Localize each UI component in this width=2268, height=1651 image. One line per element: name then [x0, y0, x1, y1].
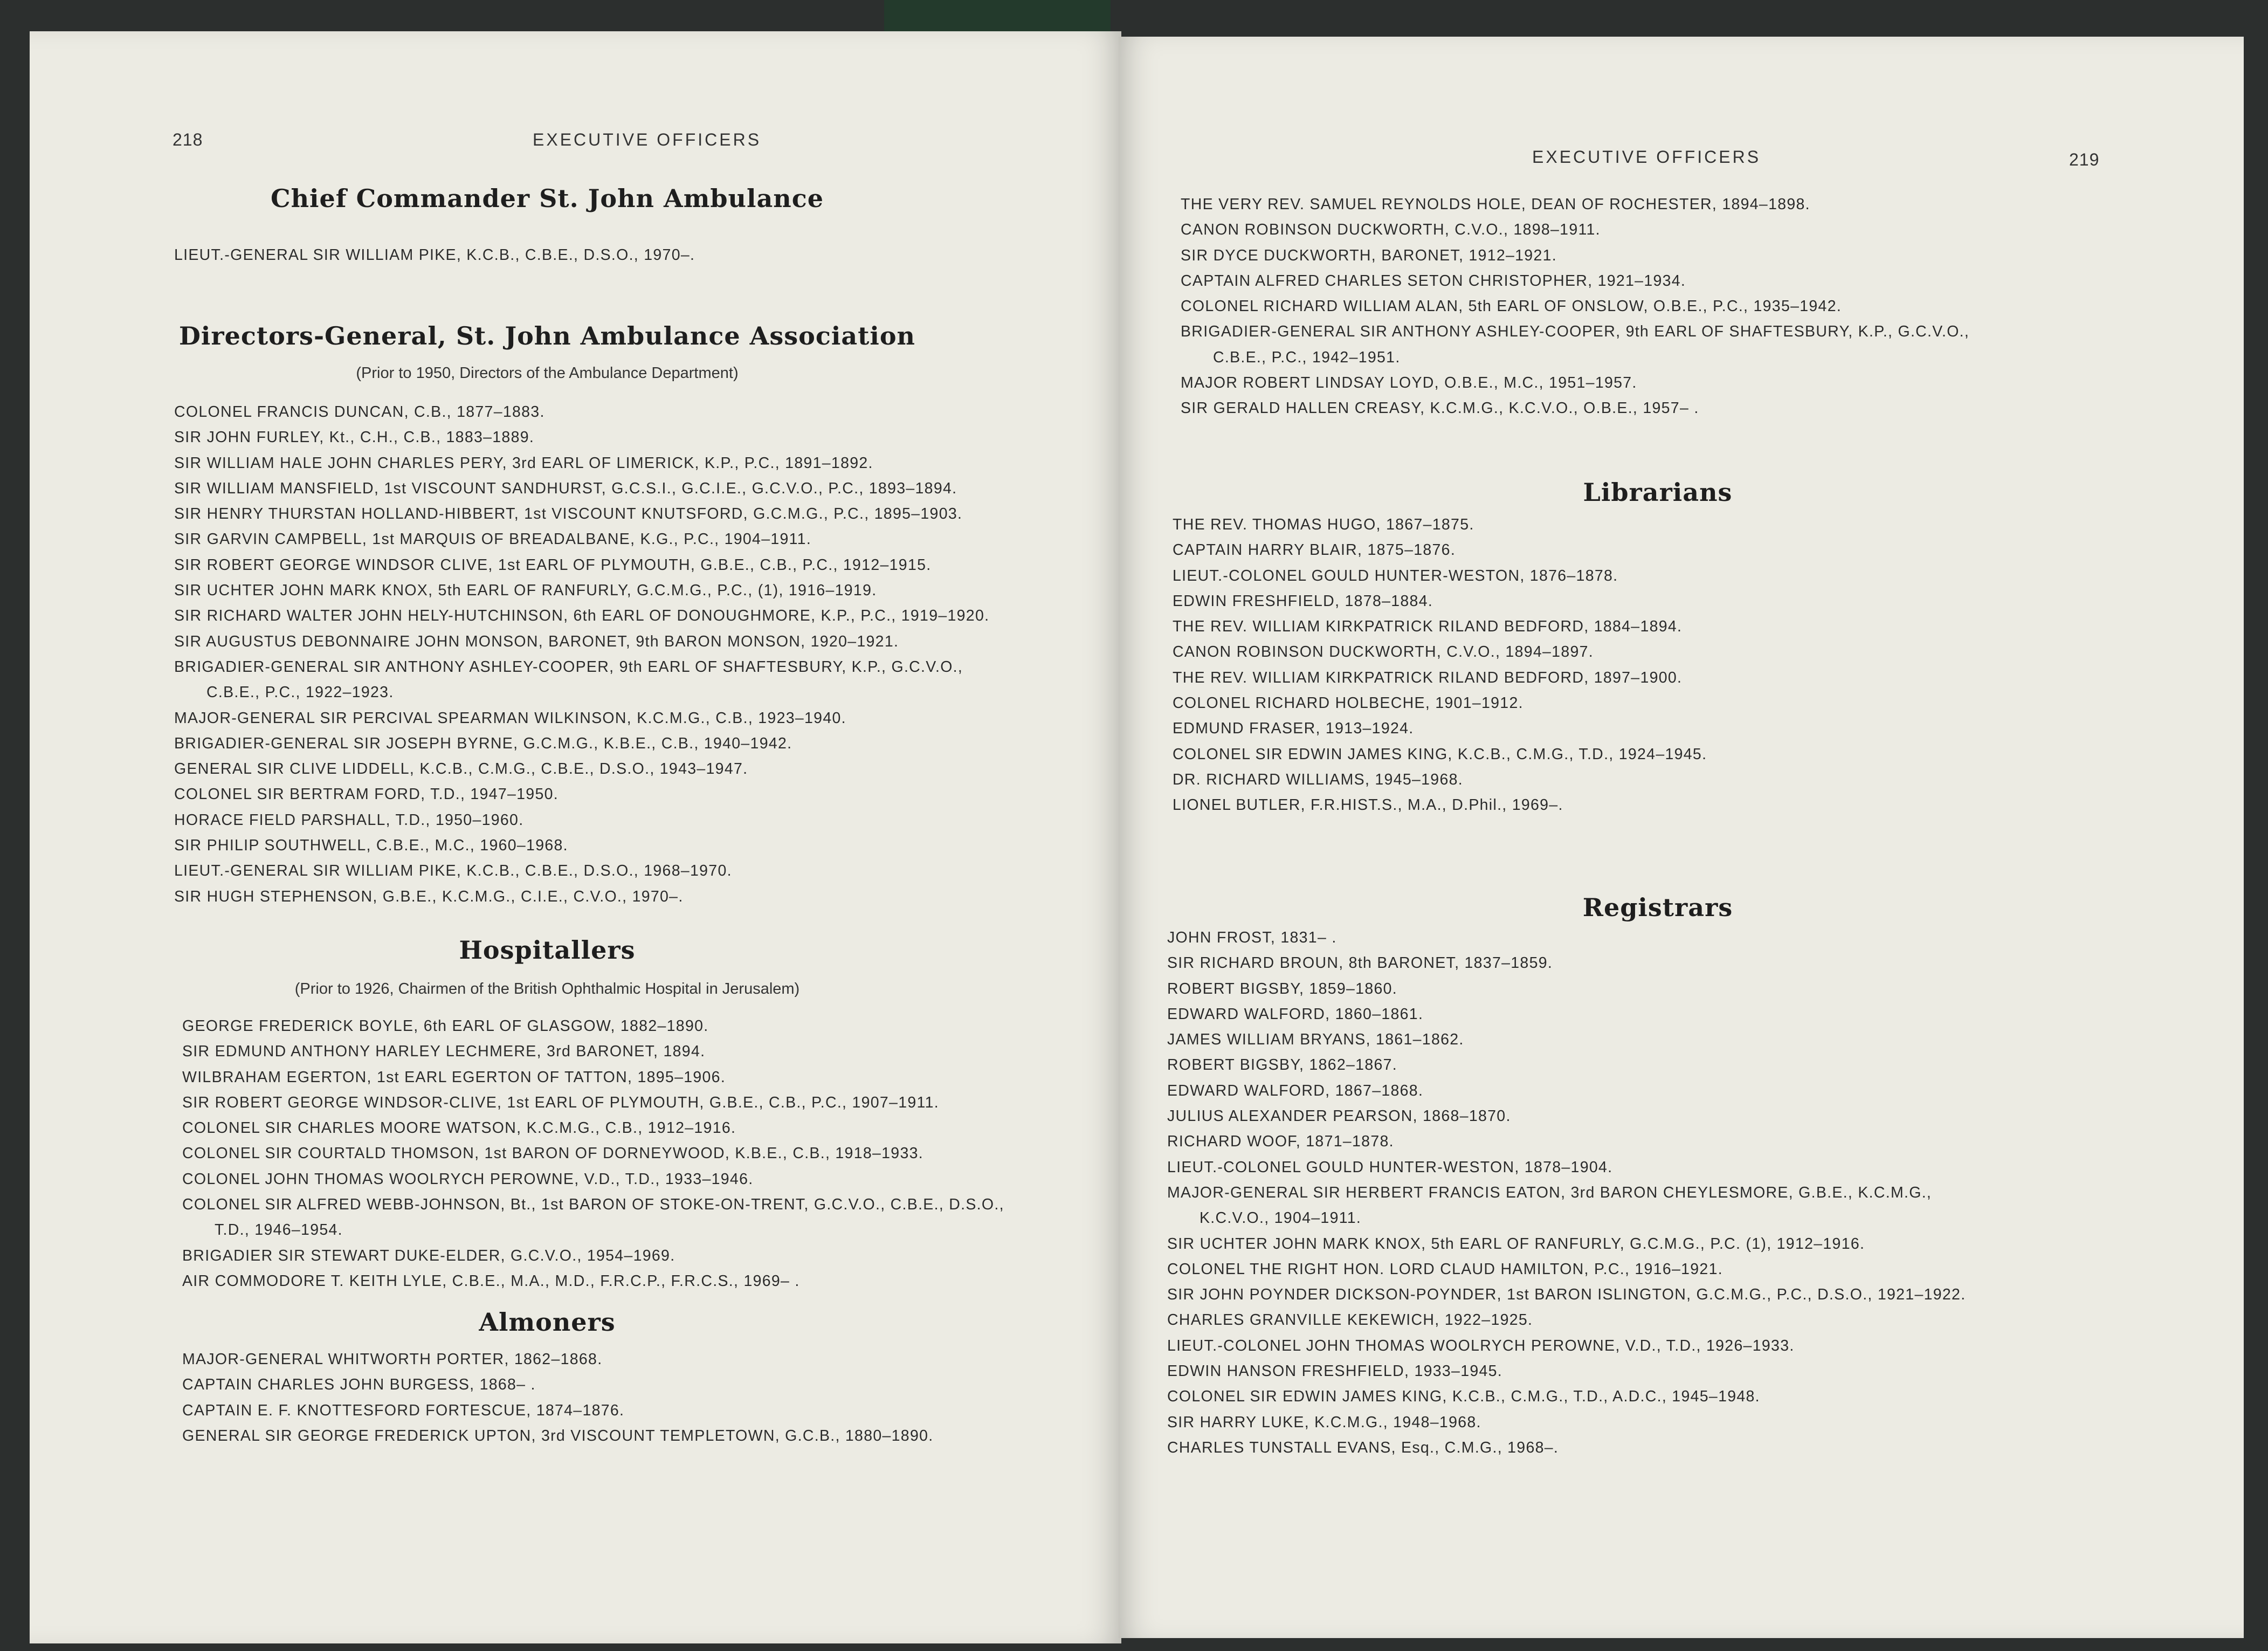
- entry: LIEUT.-GENERAL SIR WILLIAM PIKE, K.C.B., C.B.E., D.S.O., 1970–.: [174, 246, 695, 264]
- entry: MAJOR ROBERT LINDSAY LOYD, O.B.E., M.C., 1951–1957.: [1181, 374, 1637, 392]
- section-heading: Chief Commander St. John Ambulance: [271, 184, 824, 213]
- section-entries: [1167, 925, 1966, 1461]
- entry: COLONEL SIR CHARLES MOORE WATSON, K.C.M.G., C.B., 1912–1916.: [182, 1119, 736, 1137]
- entry: THE REV. WILLIAM KIRKPATRICK RILAND BEDFORD, 1884–1894.: [1173, 618, 1683, 636]
- entry: SIR UCHTER JOHN MARK KNOX, 5th EARL OF RANFURLY, G.C.M.G., P.C., (1), 1916–1919.: [174, 582, 877, 600]
- entry: CAPTAIN ALFRED CHARLES SETON CHRISTOPHER, 1921–1934.: [1181, 272, 1686, 290]
- entry: COLONEL SIR EDWIN JAMES KING, K.C.B., C.M.G., T.D., 1924–1945.: [1173, 745, 1707, 763]
- entry: ROBERT BIGSBY, 1862–1867.: [1167, 1056, 1398, 1074]
- section-heading: Almoners: [479, 1308, 616, 1337]
- entry: DR. RICHARD WILLIAMS, 1945–1968.: [1173, 771, 1463, 788]
- entry: SIR HARRY LUKE, K.C.M.G., 1948–1968.: [1167, 1413, 1481, 1431]
- entry: COLONEL RICHARD HOLBECHE, 1901–1912.: [1173, 694, 1524, 712]
- entry: CANON ROBINSON DUCKWORTH, C.V.O., 1898–1911.: [1181, 221, 1601, 239]
- entry: COLONEL SIR EDWIN JAMES KING, K.C.B., C.M.G., T.D., A.D.C., 1945–1948.: [1167, 1388, 1760, 1406]
- left-page: [30, 31, 1121, 1643]
- section-entries: [182, 1014, 1004, 1294]
- section-entries: [174, 243, 695, 268]
- entry: COLONEL SIR BERTRAM FORD, T.D., 1947–1950.: [174, 786, 559, 803]
- section-entries: [182, 1347, 933, 1449]
- right-page: [1119, 37, 2244, 1638]
- section-heading: Librarians: [1583, 478, 1733, 507]
- entry: SIR GERALD HALLEN CREASY, K.C.M.G., K.C.V.O., O.B.E., 1957– .: [1181, 400, 1699, 417]
- entry: SIR UCHTER JOHN MARK KNOX, 5th EARL OF RANFURLY, G.C.M.G., P.C. (1), 1912–1916.: [1167, 1235, 1865, 1253]
- entry-continuation: T.D., 1946–1954.: [215, 1221, 343, 1239]
- entry: JULIUS ALEXANDER PEARSON, 1868–1870.: [1167, 1107, 1511, 1125]
- entry: EDWIN FRESHFIELD, 1878–1884.: [1173, 592, 1433, 610]
- entry: COLONEL THE RIGHT HON. LORD CLAUD HAMILTON, P.C., 1916–1921.: [1167, 1260, 1723, 1278]
- entry: EDWARD WALFORD, 1867–1868.: [1167, 1082, 1424, 1099]
- entry: EDMUND FRASER, 1913–1924.: [1173, 720, 1414, 738]
- section-entries: [1173, 512, 1707, 818]
- running-head: EXECUTIVE OFFICERS: [1532, 147, 1761, 167]
- entry: SIR DYCE DUCKWORTH, BARONET, 1912–1921.: [1181, 246, 1557, 264]
- entry: SIR RICHARD BROUN, 8th BARONET, 1837–1859.: [1167, 954, 1553, 972]
- entry-continuation: K.C.V.O., 1904–1911.: [1200, 1209, 1362, 1227]
- entry: AIR COMMODORE T. KEITH LYLE, C.B.E., M.A., M.D., F.R.C.P., F.R.C.S., 1969– .: [182, 1272, 800, 1290]
- entry: THE REV. WILLIAM KIRKPATRICK RILAND BEDFORD, 1897–1900.: [1173, 669, 1683, 686]
- section-subheading: (Prior to 1926, Chairmen of the British Ophthalmic Hospital in Jerusalem): [294, 980, 800, 998]
- entry: JOHN FROST, 1831– .: [1167, 929, 1337, 946]
- entry: LIEUT.-COLONEL GOULD HUNTER-WESTON, 1876–1878.: [1173, 567, 1618, 584]
- entry: WILBRAHAM EGERTON, 1st EARL EGERTON OF TATTON, 1895–1906.: [182, 1068, 726, 1086]
- entry: BRIGADIER-GENERAL SIR JOSEPH BYRNE, G.C.M.G., K.B.E., C.B., 1940–1942.: [174, 734, 792, 752]
- entry: LIONEL BUTLER, F.R.HIST.S., M.A., D.Phil., 1969–.: [1173, 796, 1563, 814]
- entry: SIR JOHN POYNDER DICKSON-POYNDER, 1st BARON ISLINGTON, G.C.M.G., P.C., D.S.O., 1921–1922.: [1167, 1286, 1966, 1304]
- entry: COLONEL SIR COURTALD THOMSON, 1st BARON OF DORNEYWOOD, K.B.E., C.B., 1918–1933.: [182, 1145, 923, 1162]
- entry: SIR PHILIP SOUTHWELL, C.B.E., M.C., 1960–1968.: [174, 837, 568, 855]
- entry: COLONEL JOHN THOMAS WOOLRYCH PEROWNE, V.D., T.D., 1933–1946.: [182, 1170, 754, 1188]
- entry: LIEUT.-COLONEL GOULD HUNTER-WESTON, 1878–1904.: [1167, 1158, 1613, 1176]
- entry: MAJOR-GENERAL WHITWORTH PORTER, 1862–1868.: [182, 1351, 603, 1368]
- section-entries: [174, 400, 989, 910]
- entry: SIR ROBERT GEORGE WINDSOR CLIVE, 1st EARL OF PLYMOUTH, G.B.E., C.B., P.C., 1912–1915.: [174, 556, 932, 574]
- section-heading: Directors-General, St. John Ambulance Association: [179, 321, 915, 350]
- entry: JAMES WILLIAM BRYANS, 1861–1862.: [1167, 1031, 1464, 1049]
- entry: THE REV. THOMAS HUGO, 1867–1875.: [1173, 516, 1474, 533]
- entry: SIR WILLIAM MANSFIELD, 1st VISCOUNT SANDHURST, G.C.S.I., G.C.I.E., G.C.V.O., P.C., 1893–1894.: [174, 479, 957, 497]
- entry: MAJOR-GENERAL SIR HERBERT FRANCIS EATON, 3rd BARON CHEYLESMORE, G.B.E., K.C.M.G.,: [1167, 1184, 1932, 1201]
- entry: BRIGADIER-GENERAL SIR ANTHONY ASHLEY-COOPER, 9th EARL OF SHAFTESBURY, K.P., G.C.V.O.,: [174, 658, 963, 676]
- entry: CAPTAIN HARRY BLAIR, 1875–1876.: [1173, 541, 1456, 559]
- entry: BRIGADIER-GENERAL SIR ANTHONY ASHLEY-COOPER, 9th EARL OF SHAFTESBURY, K.P., G.C.V.O.,: [1181, 323, 1970, 341]
- entry: COLONEL FRANCIS DUNCAN, C.B., 1877–1883.: [174, 403, 545, 421]
- entry: CANON ROBINSON DUCKWORTH, C.V.O., 1894–1897.: [1173, 643, 1594, 661]
- entry: ROBERT BIGSBY, 1859–1860.: [1167, 980, 1398, 998]
- entry: COLONEL RICHARD WILLIAM ALAN, 5th EARL OF ONSLOW, O.B.E., P.C., 1935–1942.: [1181, 298, 1842, 315]
- entry: SIR WILLIAM HALE JOHN CHARLES PERY, 3rd EARL OF LIMERICK, K.P., P.C., 1891–1892.: [174, 454, 873, 472]
- entry: LIEUT.-COLONEL JOHN THOMAS WOOLRYCH PEROWNE, V.D., T.D., 1926–1933.: [1167, 1337, 1795, 1354]
- entry: SIR RICHARD WALTER JOHN HELY-HUTCHINSON, 6th EARL OF DONOUGHMORE, K.P., P.C., 1919–1920.: [174, 607, 990, 625]
- entry: MAJOR-GENERAL SIR PERCIVAL SPEARMAN WILKINSON, K.C.M.G., C.B., 1923–1940.: [174, 709, 846, 727]
- entry: THE VERY REV. SAMUEL REYNOLDS HOLE, DEAN OF ROCHESTER, 1894–1898.: [1181, 196, 1810, 213]
- entry-continuation: C.B.E., P.C., 1922–1923.: [206, 684, 394, 701]
- entry: GENERAL SIR CLIVE LIDDELL, K.C.B., C.M.G., C.B.E., D.S.O., 1943–1947.: [174, 760, 748, 778]
- section-subheading: (Prior to 1950, Directors of the Ambulance Department): [356, 364, 739, 382]
- entry: EDWIN HANSON FRESHFIELD, 1933–1945.: [1167, 1363, 1503, 1380]
- entry: CHARLES GRANVILLE KEKEWICH, 1922–1925.: [1167, 1311, 1533, 1329]
- page-number: 219: [2069, 150, 2100, 169]
- page-number: 218: [173, 130, 203, 149]
- entry-continuation: C.B.E., P.C., 1942–1951.: [1213, 348, 1401, 366]
- entry: COLONEL SIR ALFRED WEBB-JOHNSON, Bt., 1st BARON OF STOKE-ON-TRENT, G.C.V.O., C.B.E., D.S.O.,: [182, 1196, 1004, 1214]
- entry: EDWARD WALFORD, 1860–1861.: [1167, 1005, 1424, 1023]
- running-head: EXECUTIVE OFFICERS: [533, 130, 762, 149]
- entry: SIR ROBERT GEORGE WINDSOR-CLIVE, 1st EARL OF PLYMOUTH, G.B.E., C.B., P.C., 1907–1911.: [182, 1093, 939, 1111]
- section-heading: Registrars: [1582, 893, 1733, 922]
- entry: SIR JOHN FURLEY, Kt., C.H., C.B., 1883–1889.: [174, 429, 535, 446]
- entry: SIR AUGUSTUS DEBONNAIRE JOHN MONSON, BARONET, 9th BARON MONSON, 1920–1921.: [174, 632, 899, 650]
- entry: RICHARD WOOF, 1871–1878.: [1167, 1133, 1394, 1151]
- entry: SIR HUGH STEPHENSON, G.B.E., K.C.M.G., C.I.E., C.V.O., 1970–.: [174, 888, 684, 905]
- entry: GEORGE FREDERICK BOYLE, 6th EARL OF GLASGOW, 1882–1890.: [182, 1017, 709, 1035]
- section-entries: [1181, 192, 1969, 422]
- entry: GENERAL SIR GEORGE FREDERICK UPTON, 3rd VISCOUNT TEMPLETOWN, G.C.B., 1880–1890.: [182, 1427, 934, 1444]
- entry: CHARLES TUNSTALL EVANS, Esq., C.M.G., 1968–.: [1167, 1439, 1559, 1456]
- entry: LIEUT.-GENERAL SIR WILLIAM PIKE, K.C.B., C.B.E., D.S.O., 1968–1970.: [174, 862, 732, 880]
- entry: CAPTAIN CHARLES JOHN BURGESS, 1868– .: [182, 1376, 536, 1394]
- entry: HORACE FIELD PARSHALL, T.D., 1950–1960.: [174, 811, 524, 829]
- entry: SIR GARVIN CAMPBELL, 1st MARQUIS OF BREADALBANE, K.G., P.C., 1904–1911.: [174, 531, 812, 548]
- entry: SIR HENRY THURSTAN HOLLAND-HIBBERT, 1st VISCOUNT KNUTSFORD, G.C.M.G., P.C., 1895–1903.: [174, 505, 963, 523]
- entry: BRIGADIER SIR STEWART DUKE-ELDER, G.C.V.O., 1954–1969.: [182, 1247, 675, 1264]
- book-spine: [884, 0, 1111, 32]
- entry: CAPTAIN E. F. KNOTTESFORD FORTESCUE, 1874–1876.: [182, 1401, 625, 1419]
- entry: SIR EDMUND ANTHONY HARLEY LECHMERE, 3rd BARONET, 1894.: [182, 1043, 706, 1061]
- section-heading: Hospitallers: [459, 935, 636, 965]
